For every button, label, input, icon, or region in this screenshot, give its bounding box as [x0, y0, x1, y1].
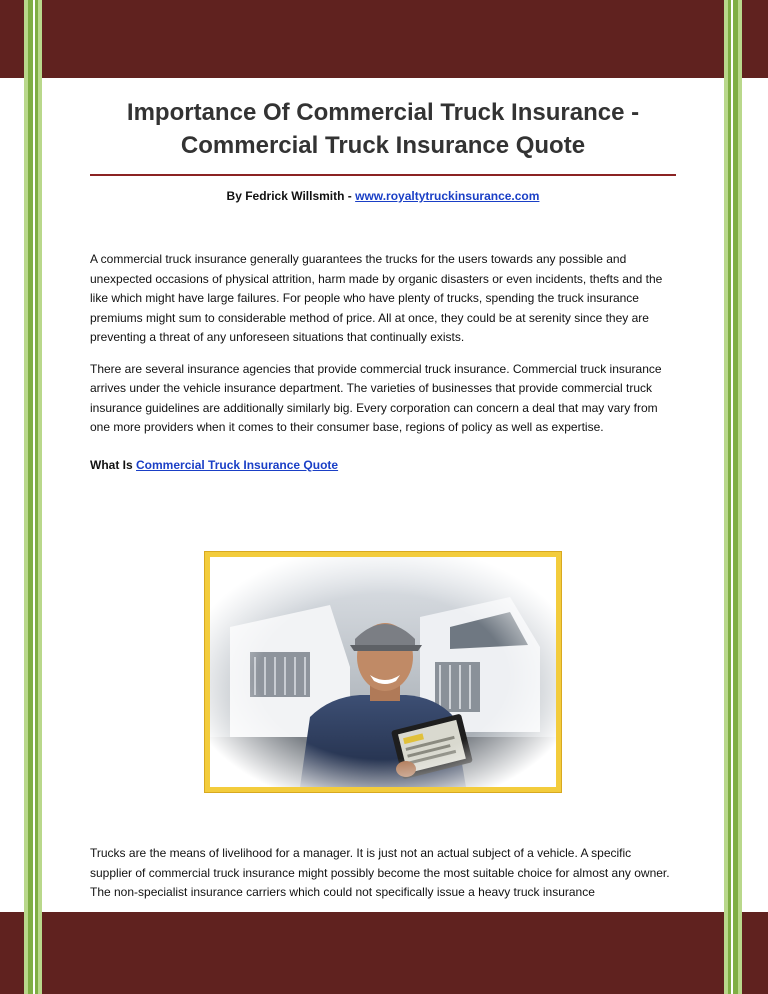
byline — [90, 189, 676, 203]
document-title — [90, 96, 676, 162]
header-band — [0, 0, 768, 78]
footer-band — [0, 912, 768, 994]
paragraph-1: A commercial truck insurance generally guarantees the trucks for the users towards any possible and unexpected occasions of physical attrition, harm made by organic disasters or even incidents, thefts and the like which might have large failures. For people who have plenty of trucks, spending the truck insurance premiums might sum to considerable method of price. All at once, they could be at serenity since they are preventing a threat of any unforeseen situations that continually exists. — [90, 252, 663, 344]
section-subheading — [90, 458, 676, 472]
paragraph-3: Trucks are the means of livelihood for a manager. It is just not an actual subject of a vehicle. A specific supplier of commercial truck insurance might possibly become the most suitable choice for almost any owner. The non-specialist insurance carriers which could not specifically issue a heavy truck insurance — [90, 846, 670, 899]
byline-website-link[interactable]: www.royaltytruckinsurance.com — [355, 189, 540, 203]
truck-insurance-quote-link[interactable]: Commercial Truck Insurance Quote — [136, 457, 339, 472]
photo-frame — [204, 551, 562, 793]
title-line-1: Importance Of Commercial Truck Insurance - — [126, 99, 640, 126]
subheading-prefix: What Is — [90, 457, 137, 472]
document-body — [90, 78, 676, 912]
photo-mat — [210, 557, 556, 787]
right-stripe-4 — [738, 0, 742, 994]
title-divider — [90, 174, 676, 176]
title-line-2: Commercial Truck Insurance Quote — [180, 132, 586, 159]
left-stripe-4 — [38, 0, 42, 994]
byline-author: By Fedrick Willsmith - — [226, 189, 356, 203]
truck-driver-photo — [210, 557, 556, 787]
paragraph-2: There are several insurance agencies that provide commercial truck insurance. Commercial truck insurance arrives under the vehicle insurance department. The varieties of businesses that provide commercial truck insurance guidelines are additionally similarly big. Every corporation can concern a deal that may vary from one more providers when it comes to their consumer base, regions of policy as well as expertise. — [90, 361, 662, 434]
